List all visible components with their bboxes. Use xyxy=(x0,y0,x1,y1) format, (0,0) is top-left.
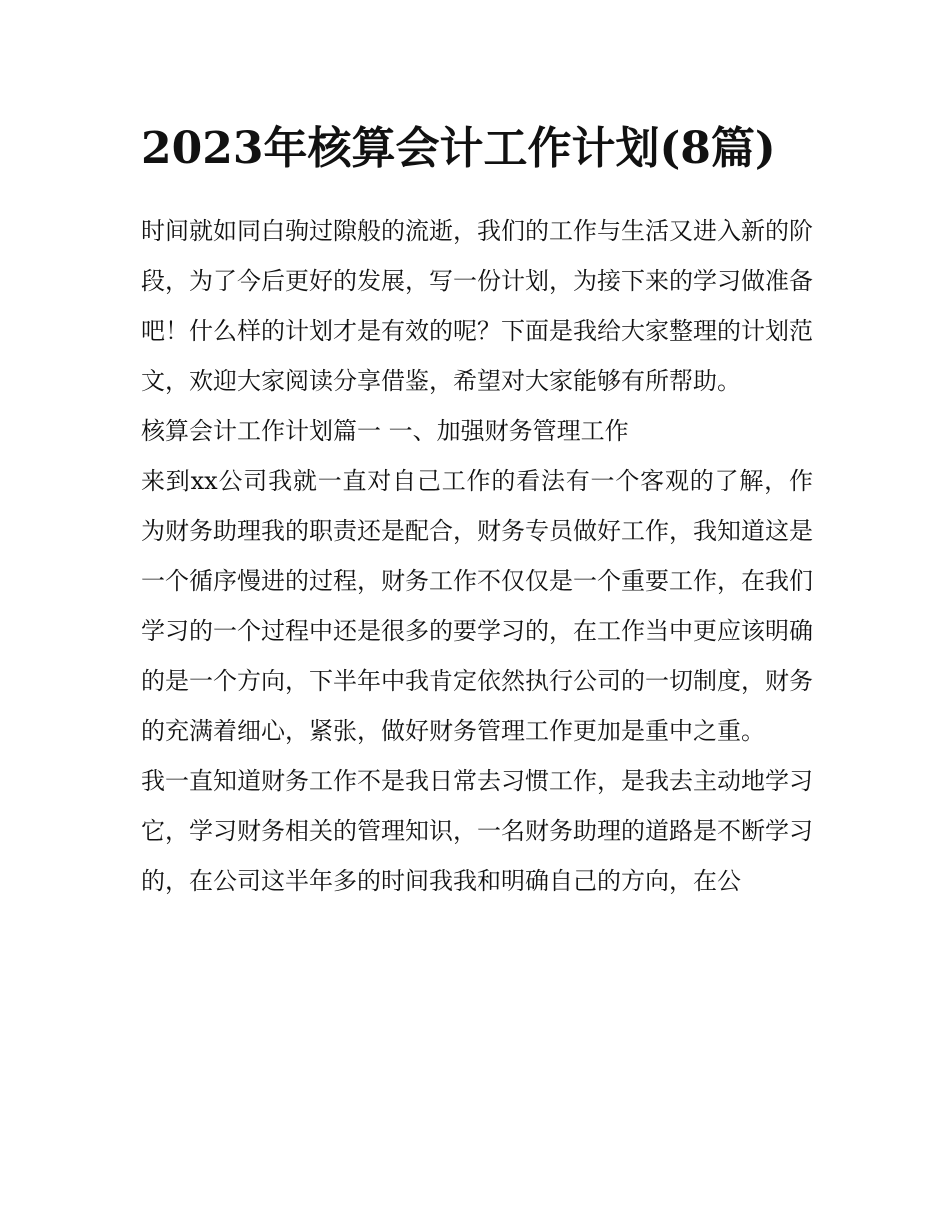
document-title: 2023年核算会计工作计划(8篇) xyxy=(141,123,776,174)
section-heading: 核算会计工作计划篇一 一、加强财务管理工作 xyxy=(141,417,629,445)
body-paragraph-2: 我一直知道财务工作不是我日常去习惯工作，是我去主动地学习它，学习财务相关的管理知识，一名财务助理的道路是不断学习的，在公司这半年多的时间我我和明确自己的方向，在公 xyxy=(141,767,813,895)
body-paragraph-1: 来到xx公司我就一直对自己工作的看法有一个客观的了解，作为财务助理我的职责还是配合，财务专员做好工作，我知道这是一个循序慢进的过程，财务工作不仅仅是一个重要工作，在我们学习的一个过程中还是很多的要学习的，在工作当中更应该明确的是一个方向，下半年中我肯定依然执行公司的一切制度，财务的充满着细心，紧张，做好财务管理工作更加是重中之重。 xyxy=(141,467,813,745)
document-page xyxy=(141,118,813,906)
intro-paragraph: 时间就如同白驹过隙般的流逝，我们的工作与生活又进入新的阶段，为了今后更好的发展，写一份计划，为接下来的学习做准备吧！什么样的计划才是有效的呢？下面是我给大家整理的计划范文，欢迎大家阅读分享借鉴，希望对大家能够有所帮助。 xyxy=(141,217,813,395)
